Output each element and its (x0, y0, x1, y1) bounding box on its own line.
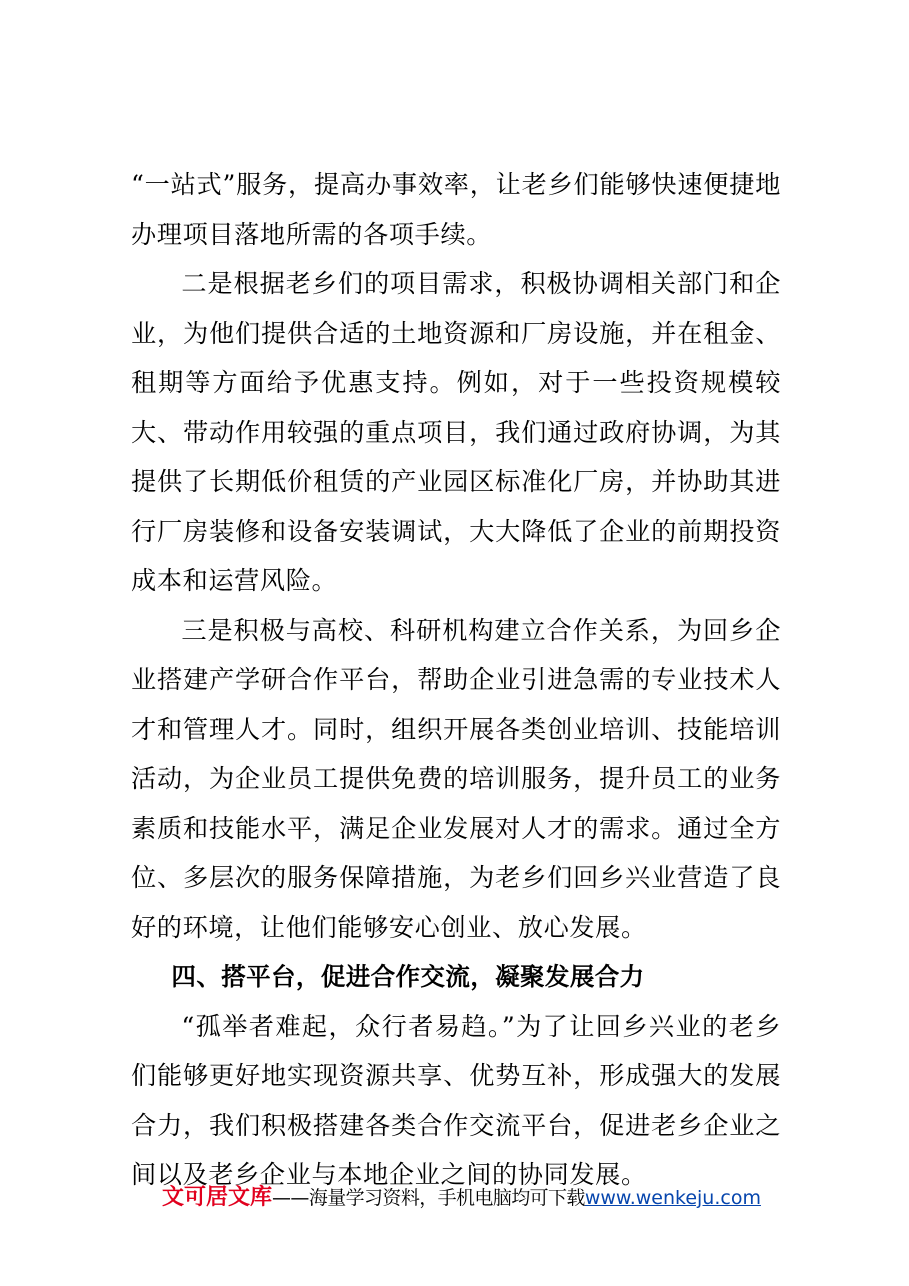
footer-brand: 文可居文库 (162, 1185, 273, 1210)
paragraph-point-two: 二是根据老乡们的项目需求，积极协调相关部门和企业，为他们提供合适的土地资源和厂房设施，并在租金、租期等方面给予优惠支持。例如，对于一些投资规模较大、带动作用较强的重点项目，我们通过政府协调，为其提供了长期低价租赁的产业园区标准化厂房，并协助其进行厂房装修和设备安装调试，大大降低了企业的前期投资成本和运营风险。 (131, 269, 781, 595)
document-body (131, 160, 781, 1200)
footer-website-link[interactable]: www.wenkeju.com (584, 1187, 761, 1209)
footer-description: ——海量学习资料，手机电脑均可下载 (272, 1187, 585, 1209)
section-heading: 四、搭平台，促进合作交流，凝聚发展合力 (171, 962, 645, 991)
footer-banner (162, 1182, 802, 1214)
paragraph-section-intro: “孤举者难起，众行者易趋。”为了让回乡兴业的老乡们能够更好地实现资源共享、优势互补，形成强大的发展合力，我们积极搭建各类合作交流平台，促进老乡企业之间以及老乡企业与本地企业之间的协同发展。 (131, 1011, 781, 1189)
paragraph-continued: “一站式”服务，提高办事效率，让老乡们能够快速便捷地办理项目落地所需的各项手续。 (131, 170, 781, 249)
paragraph-point-three: 三是积极与高校、科研机构建立合作关系，为回乡企业搭建产学研合作平台，帮助企业引进急需的专业技术人才和管理人才。同时，组织开展各类创业培训、技能培训活动，为企业员工提供免费的培训服务，提升员工的业务素质和技能水平，满足企业发展对人才的需求。通过全方位、多层次的服务保障措施，为老乡们回乡兴业营造了良好的环境，让他们能够安心创业、放心发展。 (131, 615, 781, 942)
